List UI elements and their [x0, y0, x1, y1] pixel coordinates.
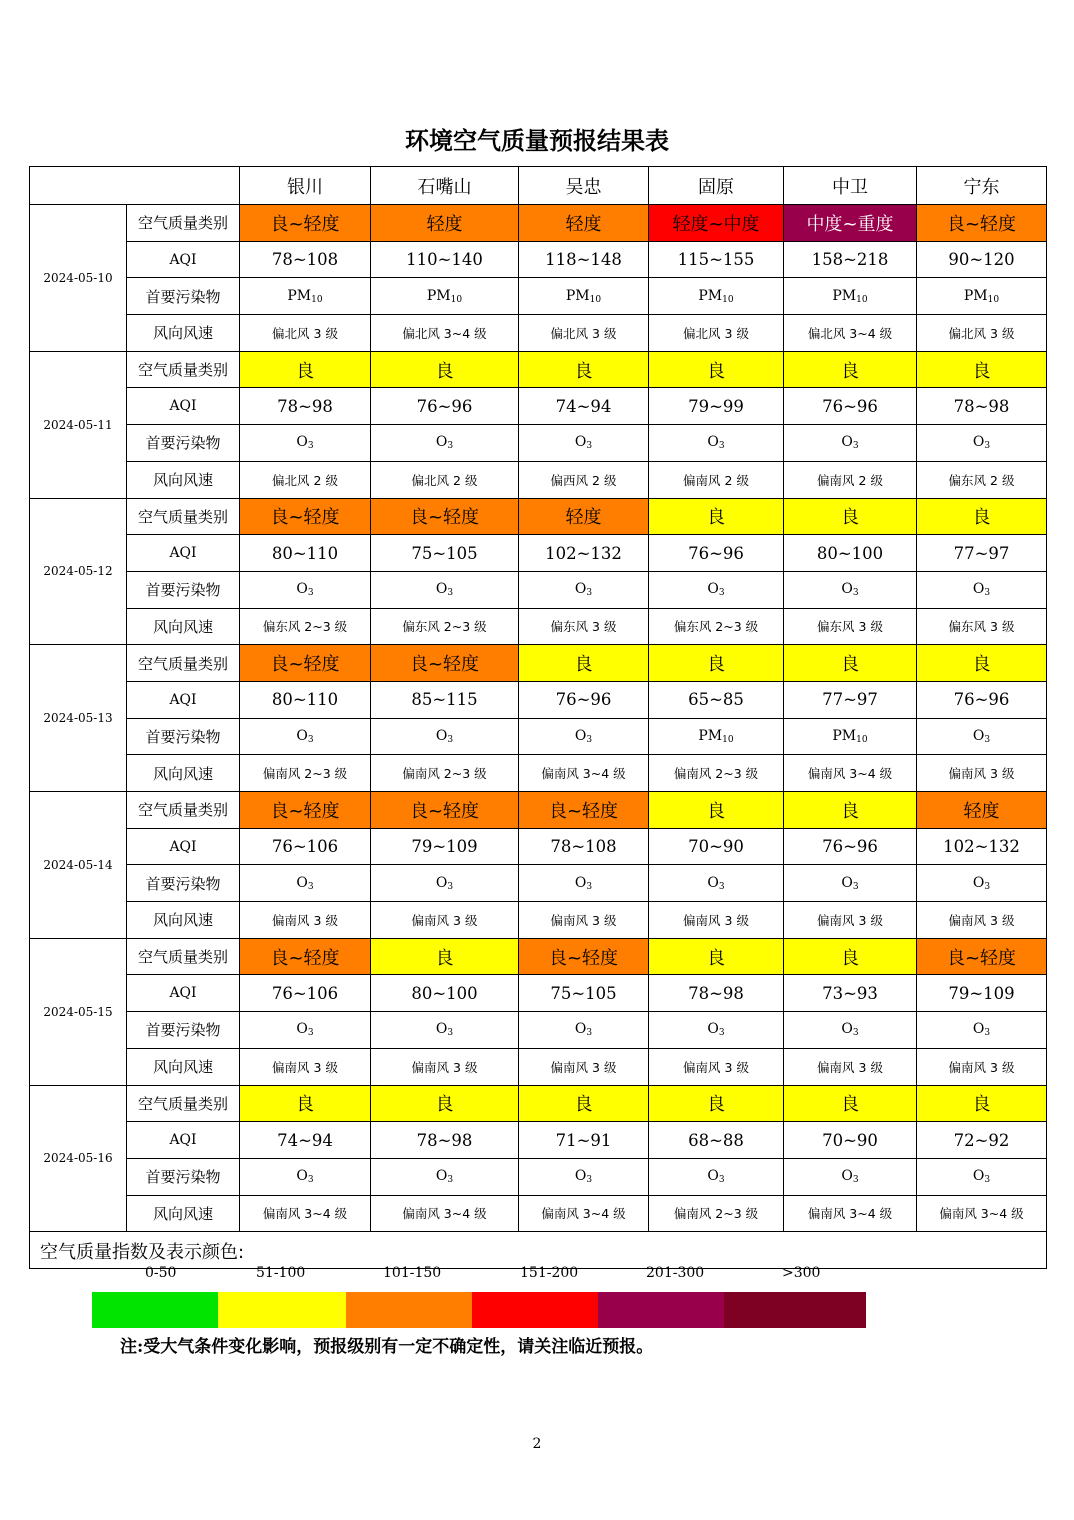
aqi-range-cell: 76~106	[240, 975, 371, 1012]
row-label-pollutant: 首要污染物	[127, 865, 240, 902]
legend-color-swatch	[218, 1292, 346, 1328]
row-label-pollutant: 首要污染物	[127, 1158, 240, 1195]
wind-cell: 偏南风 2 级	[784, 461, 917, 498]
date-cell: 2024-05-15	[30, 938, 127, 1085]
wind-cell: 偏东风 2~3 级	[371, 608, 519, 645]
aqi-range-cell: 74~94	[240, 1122, 371, 1159]
aqi-range-cell: 76~96	[649, 535, 784, 572]
row-label-category: 空气质量类别	[127, 938, 240, 975]
aqi-range-cell: 78~98	[917, 388, 1047, 425]
table-row	[30, 241, 1047, 278]
city-header: 银川	[240, 167, 371, 205]
primary-pollutant-cell: $O_3$	[519, 1012, 649, 1049]
wind-cell: 偏南风 2~3 级	[371, 755, 519, 792]
aqi-range-cell: 78~108	[240, 241, 371, 278]
table-header-row	[30, 167, 1047, 205]
table-row	[30, 975, 1047, 1012]
primary-pollutant-cell: $PM_{10}$	[240, 278, 371, 315]
wind-cell: 偏北风 2 级	[240, 461, 371, 498]
aqi-category-cell: 轻度	[519, 498, 649, 535]
primary-pollutant-cell: $O_3$	[240, 1012, 371, 1049]
primary-pollutant-cell: $O_3$	[371, 1012, 519, 1049]
wind-cell: 偏东风 3 级	[519, 608, 649, 645]
legend-color-swatch	[472, 1292, 598, 1328]
aqi-category-cell: 良	[917, 351, 1047, 388]
primary-pollutant-cell: $O_3$	[240, 571, 371, 608]
row-label-wind: 风向风速	[127, 608, 240, 645]
aqi-category-cell: 轻度	[519, 205, 649, 242]
legend-range-label: 151-200	[520, 1265, 579, 1282]
primary-pollutant-cell: $O_3$	[917, 718, 1047, 755]
aqi-category-cell: 良~轻度	[240, 792, 371, 829]
primary-pollutant-cell: $PM_{10}$	[917, 278, 1047, 315]
wind-cell: 偏南风 3 级	[519, 1048, 649, 1085]
aqi-category-cell: 良	[649, 938, 784, 975]
table-row	[30, 278, 1047, 315]
aqi-category-cell: 良	[240, 1085, 371, 1122]
aqi-category-cell: 轻度	[917, 792, 1047, 829]
row-label-aqi: AQI	[127, 388, 240, 425]
forecast-table-body	[30, 167, 1047, 1282]
aqi-range-cell: 75~105	[371, 535, 519, 572]
table-row	[30, 351, 1047, 388]
primary-pollutant-cell: $PM_{10}$	[519, 278, 649, 315]
primary-pollutant-cell: $O_3$	[371, 865, 519, 902]
table-row	[30, 315, 1047, 352]
aqi-range-cell: 79~109	[371, 828, 519, 865]
wind-cell: 偏南风 3 级	[917, 902, 1047, 939]
row-label-aqi: AQI	[127, 1122, 240, 1159]
aqi-category-cell: 良	[917, 498, 1047, 535]
wind-cell: 偏东风 2~3 级	[240, 608, 371, 645]
aqi-range-cell: 102~132	[519, 535, 649, 572]
aqi-category-cell: 良~轻度	[519, 938, 649, 975]
row-label-wind: 风向风速	[127, 755, 240, 792]
aqi-range-cell: 70~90	[649, 828, 784, 865]
aqi-range-cell: 110~140	[371, 241, 519, 278]
aqi-category-cell: 良	[917, 1085, 1047, 1122]
aqi-range-cell: 80~110	[240, 681, 371, 718]
aqi-range-cell: 76~106	[240, 828, 371, 865]
row-label-wind: 风向风速	[127, 1048, 240, 1085]
legend-color-swatch	[92, 1292, 218, 1328]
forecast-note: 注:受大气条件变化影响，预报级别有一定不确定性，请关注临近预报。	[120, 1337, 654, 1357]
table-row	[30, 1158, 1047, 1195]
row-label-pollutant: 首要污染物	[127, 1012, 240, 1049]
row-label-aqi: AQI	[127, 241, 240, 278]
date-cell: 2024-05-10	[30, 205, 127, 352]
primary-pollutant-cell: $O_3$	[371, 425, 519, 462]
aqi-range-cell: 71~91	[519, 1122, 649, 1159]
wind-cell: 偏南风 2~3 级	[240, 755, 371, 792]
aqi-category-cell: 良	[240, 351, 371, 388]
primary-pollutant-cell: $O_3$	[784, 425, 917, 462]
wind-cell: 偏南风 3 级	[917, 1048, 1047, 1085]
aqi-category-cell: 轻度~中度	[649, 205, 784, 242]
primary-pollutant-cell: $O_3$	[519, 425, 649, 462]
primary-pollutant-cell: $O_3$	[917, 1012, 1047, 1049]
aqi-category-cell: 良	[519, 1085, 649, 1122]
wind-cell: 偏南风 3 级	[240, 902, 371, 939]
aqi-range-cell: 78~98	[240, 388, 371, 425]
wind-cell: 偏东风 2~3 级	[649, 608, 784, 645]
row-label-wind: 风向风速	[127, 1195, 240, 1232]
wind-cell: 偏东风 3 级	[784, 608, 917, 645]
city-header: 中卫	[784, 167, 917, 205]
aqi-range-cell: 80~100	[371, 975, 519, 1012]
aqi-category-cell: 良	[649, 1085, 784, 1122]
aqi-category-cell: 良	[649, 792, 784, 829]
table-row	[30, 681, 1047, 718]
legend-color-swatch	[598, 1292, 724, 1328]
date-cell: 2024-05-14	[30, 792, 127, 939]
date-cell: 2024-05-16	[30, 1085, 127, 1232]
wind-cell: 偏南风 3 级	[240, 1048, 371, 1085]
table-row	[30, 1122, 1047, 1159]
wind-cell: 偏北风 3~4 级	[784, 315, 917, 352]
aqi-category-cell: 良	[649, 351, 784, 388]
aqi-range-cell: 77~97	[784, 681, 917, 718]
aqi-category-cell: 良~轻度	[371, 498, 519, 535]
wind-cell: 偏南风 3 级	[371, 902, 519, 939]
row-label-category: 空气质量类别	[127, 645, 240, 682]
table-row	[30, 1195, 1047, 1232]
row-label-category: 空气质量类别	[127, 498, 240, 535]
aqi-range-cell: 78~98	[371, 1122, 519, 1159]
aqi-category-cell: 良	[917, 645, 1047, 682]
row-label-wind: 风向风速	[127, 902, 240, 939]
aqi-range-cell: 76~96	[784, 828, 917, 865]
row-label-category: 空气质量类别	[127, 792, 240, 829]
wind-cell: 偏南风 3 级	[649, 1048, 784, 1085]
aqi-range-cell: 90~120	[917, 241, 1047, 278]
wind-cell: 偏南风 3~4 级	[784, 1195, 917, 1232]
aqi-category-cell: 良	[371, 1085, 519, 1122]
row-label-pollutant: 首要污染物	[127, 718, 240, 755]
aqi-category-cell: 良	[519, 645, 649, 682]
row-label-category: 空气质量类别	[127, 1085, 240, 1122]
row-label-pollutant: 首要污染物	[127, 278, 240, 315]
forecast-table	[29, 166, 1047, 1282]
primary-pollutant-cell: $O_3$	[240, 1158, 371, 1195]
table-row	[30, 828, 1047, 865]
aqi-range-cell: 78~98	[649, 975, 784, 1012]
wind-cell: 偏西风 2 级	[519, 461, 649, 498]
city-header: 固原	[649, 167, 784, 205]
primary-pollutant-cell: $O_3$	[917, 425, 1047, 462]
aqi-range-cell: 78~108	[519, 828, 649, 865]
aqi-range-cell: 76~96	[519, 681, 649, 718]
primary-pollutant-cell: $O_3$	[649, 865, 784, 902]
row-label-category: 空气质量类别	[127, 205, 240, 242]
date-cell: 2024-05-12	[30, 498, 127, 645]
wind-cell: 偏北风 3 级	[917, 315, 1047, 352]
wind-cell: 偏南风 3 级	[784, 902, 917, 939]
wind-cell: 偏南风 3~4 级	[917, 1195, 1047, 1232]
aqi-range-cell: 68~88	[649, 1122, 784, 1159]
wind-cell: 偏南风 3~4 级	[371, 1195, 519, 1232]
aqi-category-cell: 良	[784, 792, 917, 829]
table-row	[30, 718, 1047, 755]
legend-color-swatch	[346, 1292, 472, 1328]
primary-pollutant-cell: $O_3$	[784, 1158, 917, 1195]
legend-range-label: >300	[782, 1265, 821, 1282]
primary-pollutant-cell: $O_3$	[519, 718, 649, 755]
primary-pollutant-cell: $O_3$	[240, 865, 371, 902]
primary-pollutant-cell: $O_3$	[519, 1158, 649, 1195]
aqi-category-cell: 良~轻度	[240, 645, 371, 682]
aqi-range-cell: 75~105	[519, 975, 649, 1012]
wind-cell: 偏北风 3~4 级	[371, 315, 519, 352]
legend-range-label: 201-300	[646, 1265, 705, 1282]
table-row	[30, 535, 1047, 572]
primary-pollutant-cell: $O_3$	[371, 718, 519, 755]
aqi-range-cell: 76~96	[371, 388, 519, 425]
primary-pollutant-cell: $O_3$	[784, 571, 917, 608]
header-corner-cell	[30, 167, 240, 205]
aqi-category-cell: 良~轻度	[240, 938, 371, 975]
wind-cell: 偏南风 3~4 级	[519, 1195, 649, 1232]
primary-pollutant-cell: $O_3$	[917, 865, 1047, 902]
primary-pollutant-cell: $O_3$	[784, 865, 917, 902]
page-number: 2	[532, 1436, 542, 1452]
aqi-range-cell: 76~96	[784, 388, 917, 425]
row-label-wind: 风向风速	[127, 315, 240, 352]
aqi-range-cell: 115~155	[649, 241, 784, 278]
wind-cell: 偏南风 3~4 级	[784, 755, 917, 792]
aqi-range-cell: 118~148	[519, 241, 649, 278]
primary-pollutant-cell: $O_3$	[519, 571, 649, 608]
wind-cell: 偏南风 3 级	[784, 1048, 917, 1085]
date-cell: 2024-05-13	[30, 645, 127, 792]
wind-cell: 偏南风 3 级	[917, 755, 1047, 792]
primary-pollutant-cell: $PM_{10}$	[371, 278, 519, 315]
aqi-category-cell: 轻度	[371, 205, 519, 242]
table-row	[30, 865, 1047, 902]
table-row	[30, 645, 1047, 682]
wind-cell: 偏南风 2~3 级	[649, 1195, 784, 1232]
aqi-category-cell: 良~轻度	[240, 205, 371, 242]
aqi-category-cell: 良	[519, 351, 649, 388]
legend-row	[30, 1232, 1047, 1269]
page-title: 环境空气质量预报结果表	[405, 127, 669, 155]
table-row	[30, 461, 1047, 498]
primary-pollutant-cell: $O_3$	[784, 1012, 917, 1049]
aqi-category-cell: 良~轻度	[371, 792, 519, 829]
legend-color-swatch	[724, 1292, 866, 1328]
primary-pollutant-cell: $PM_{10}$	[784, 718, 917, 755]
table-row	[30, 1012, 1047, 1049]
city-header: 吴忠	[519, 167, 649, 205]
aqi-category-cell: 良~轻度	[917, 938, 1047, 975]
wind-cell: 偏南风 3 级	[519, 902, 649, 939]
aqi-category-cell: 良	[784, 498, 917, 535]
aqi-range-cell: 74~94	[519, 388, 649, 425]
table-row	[30, 1085, 1047, 1122]
aqi-category-cell: 良	[649, 645, 784, 682]
aqi-range-cell: 70~90	[784, 1122, 917, 1159]
table-row	[30, 425, 1047, 462]
aqi-category-cell: 良~轻度	[240, 498, 371, 535]
wind-cell: 偏南风 3 级	[371, 1048, 519, 1085]
aqi-category-cell: 良~轻度	[917, 205, 1047, 242]
row-label-aqi: AQI	[127, 828, 240, 865]
wind-cell: 偏南风 2~3 级	[649, 755, 784, 792]
row-label-pollutant: 首要污染物	[127, 425, 240, 462]
aqi-category-cell: 良~轻度	[371, 645, 519, 682]
aqi-category-cell: 良	[371, 938, 519, 975]
primary-pollutant-cell: $PM_{10}$	[649, 718, 784, 755]
wind-cell: 偏北风 3 级	[649, 315, 784, 352]
aqi-category-cell: 中度~重度	[784, 205, 917, 242]
primary-pollutant-cell: $O_3$	[519, 865, 649, 902]
row-label-aqi: AQI	[127, 975, 240, 1012]
table-row	[30, 388, 1047, 425]
aqi-range-cell: 80~100	[784, 535, 917, 572]
legend-title: 空气质量指数及表示颜色:	[40, 1242, 245, 1264]
row-label-wind: 风向风速	[127, 461, 240, 498]
wind-cell: 偏北风 3 级	[240, 315, 371, 352]
table-row	[30, 938, 1047, 975]
table-row	[30, 1048, 1047, 1085]
table-row	[30, 608, 1047, 645]
primary-pollutant-cell: $O_3$	[917, 1158, 1047, 1195]
primary-pollutant-cell: $PM_{10}$	[784, 278, 917, 315]
primary-pollutant-cell: $PM_{10}$	[649, 278, 784, 315]
aqi-range-cell: 72~92	[917, 1122, 1047, 1159]
wind-cell: 偏东风 3 级	[917, 608, 1047, 645]
table-row	[30, 205, 1047, 242]
row-label-aqi: AQI	[127, 681, 240, 718]
aqi-category-cell: 良	[371, 351, 519, 388]
legend-range-label: 0-50	[145, 1265, 177, 1282]
table-row	[30, 792, 1047, 829]
aqi-range-cell: 80~110	[240, 535, 371, 572]
aqi-category-cell: 良	[784, 351, 917, 388]
legend-range-label: 51-100	[256, 1265, 306, 1282]
date-cell: 2024-05-11	[30, 351, 127, 498]
legend-range-label: 101-150	[383, 1265, 442, 1282]
wind-cell: 偏南风 3~4 级	[519, 755, 649, 792]
aqi-range-cell: 79~109	[917, 975, 1047, 1012]
aqi-category-cell: 良~轻度	[519, 792, 649, 829]
primary-pollutant-cell: $O_3$	[649, 1158, 784, 1195]
aqi-color-legend	[30, 1232, 1047, 1282]
city-header: 石嘴山	[371, 167, 519, 205]
primary-pollutant-cell: $O_3$	[917, 571, 1047, 608]
wind-cell: 偏北风 2 级	[371, 461, 519, 498]
primary-pollutant-cell: $O_3$	[649, 571, 784, 608]
aqi-range-cell: 158~218	[784, 241, 917, 278]
row-label-aqi: AQI	[127, 535, 240, 572]
city-header: 宁东	[917, 167, 1047, 205]
table-row	[30, 755, 1047, 792]
wind-cell: 偏南风 2 级	[649, 461, 784, 498]
primary-pollutant-cell: $O_3$	[371, 571, 519, 608]
wind-cell: 偏南风 3 级	[649, 902, 784, 939]
aqi-range-cell: 79~99	[649, 388, 784, 425]
aqi-category-cell: 良	[784, 645, 917, 682]
aqi-range-cell: 65~85	[649, 681, 784, 718]
aqi-range-cell: 102~132	[917, 828, 1047, 865]
aqi-range-cell: 77~97	[917, 535, 1047, 572]
primary-pollutant-cell: $O_3$	[371, 1158, 519, 1195]
row-label-pollutant: 首要污染物	[127, 571, 240, 608]
primary-pollutant-cell: $O_3$	[240, 718, 371, 755]
wind-cell: 偏东风 2 级	[917, 461, 1047, 498]
aqi-category-cell: 良	[784, 1085, 917, 1122]
row-label-category: 空气质量类别	[127, 351, 240, 388]
aqi-category-cell: 良	[649, 498, 784, 535]
wind-cell: 偏南风 3~4 级	[240, 1195, 371, 1232]
primary-pollutant-cell: $O_3$	[649, 425, 784, 462]
aqi-category-cell: 良	[784, 938, 917, 975]
table-row	[30, 902, 1047, 939]
table-row	[30, 498, 1047, 535]
aqi-range-cell: 85~115	[371, 681, 519, 718]
primary-pollutant-cell: $O_3$	[240, 425, 371, 462]
primary-pollutant-cell: $O_3$	[649, 1012, 784, 1049]
aqi-range-cell: 76~96	[917, 681, 1047, 718]
wind-cell: 偏北风 3 级	[519, 315, 649, 352]
aqi-range-cell: 73~93	[784, 975, 917, 1012]
table-row	[30, 571, 1047, 608]
